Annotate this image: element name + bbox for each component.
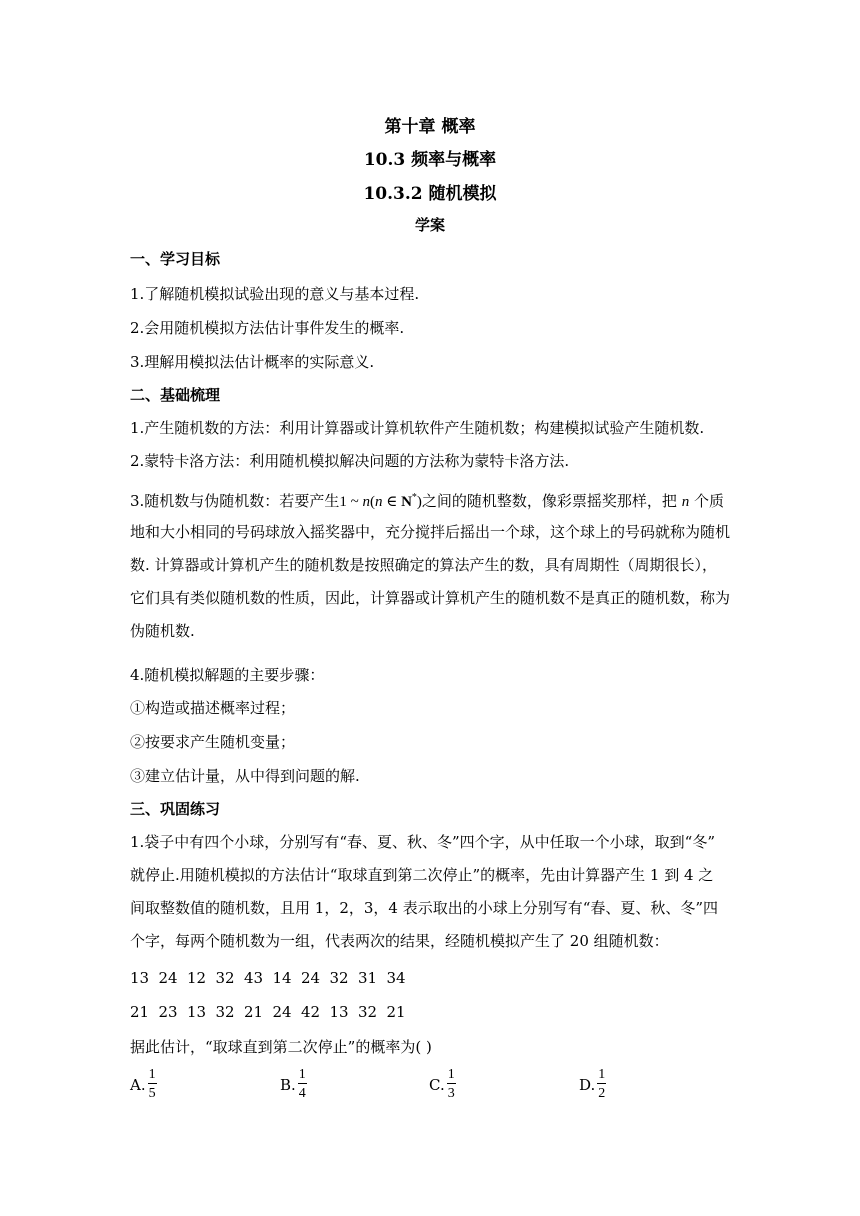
number-cell: 24 bbox=[158, 969, 178, 987]
paragraph-line: 地和大小相同的号码球放入摇奖器中，充分搅拌后摇出一个球，这个球上的号码就称为随机 bbox=[130, 523, 731, 541]
goals-heading: 一、学习目标 bbox=[130, 250, 221, 268]
number-cell: 24 bbox=[272, 1003, 292, 1021]
number-cell: 21 bbox=[386, 1003, 406, 1021]
basics-item-4: 4.随机模拟解题的主要步骤： bbox=[130, 666, 325, 684]
option-fraction bbox=[447, 1068, 456, 1101]
basics-item-3-first-line bbox=[130, 482, 730, 513]
text-run: 3.随机数与伪随机数：若要产生 bbox=[130, 492, 340, 510]
step-item: ③建立估计量，从中得到问题的解. bbox=[130, 767, 360, 785]
paragraph-line: 数. 计算器或计算机产生的随机数是按照确定的算法产生的数，具有周期性（周期很长）， bbox=[130, 556, 718, 574]
math-var: n bbox=[362, 494, 370, 510]
fraction-numerator: 1 bbox=[447, 1067, 455, 1082]
number-cell: 12 bbox=[187, 969, 207, 987]
number-cell: 32 bbox=[358, 1003, 378, 1021]
fraction-numerator: 1 bbox=[148, 1067, 156, 1082]
math-part: ∈ bbox=[382, 494, 402, 510]
text-run: 之间的随机整数，像彩票摇奖那样，把 bbox=[421, 492, 677, 510]
number-cell: 32 bbox=[215, 969, 235, 987]
step-item: ②按要求产生随机变量； bbox=[130, 733, 296, 751]
number-cell: 32 bbox=[329, 969, 349, 987]
random-numbers-row-1 bbox=[130, 969, 415, 987]
number-cell: 23 bbox=[158, 1003, 178, 1021]
math-set: N bbox=[401, 494, 412, 510]
paragraph-line: 伪随机数. bbox=[130, 622, 195, 640]
option-c bbox=[429, 1068, 456, 1101]
option-label: C. bbox=[429, 1075, 445, 1094]
math-range bbox=[339, 494, 422, 510]
fraction-denominator: 2 bbox=[598, 1086, 606, 1101]
fraction-denominator: 4 bbox=[298, 1086, 306, 1101]
number-cell: 13 bbox=[187, 1003, 207, 1021]
fraction-denominator: 3 bbox=[447, 1086, 455, 1101]
section-title: 10.3 频率与概率 bbox=[363, 150, 497, 170]
paragraph-line: 间取整数值的随机数，且用 1，2，3，4 表示取出的小球上分别写有“春、夏、秋、冬”四 bbox=[130, 899, 719, 917]
math-var: n bbox=[374, 494, 383, 510]
goal-item: 2.会用随机模拟方法估计事件发生的概率. bbox=[130, 319, 405, 337]
paragraph-line: 它们具有类似随机数的性质，因此，计算器或计算机产生的随机数不是真正的随机数，称为 bbox=[130, 589, 731, 607]
number-cell: 34 bbox=[386, 969, 406, 987]
number-cell: 32 bbox=[215, 1003, 235, 1021]
number-cell: 24 bbox=[301, 969, 321, 987]
number-cell: 21 bbox=[130, 1003, 150, 1021]
paragraph-line: 就停止.用随机模拟的方法估计“取球直到第二次停止”的概率，先由计算器产生 1 到 4 之 bbox=[130, 866, 714, 884]
number-cell: 31 bbox=[358, 969, 378, 987]
fraction-numerator: 1 bbox=[598, 1067, 606, 1082]
math-part: 1 ~ bbox=[339, 494, 363, 510]
fraction-numerator: 1 bbox=[298, 1067, 306, 1082]
math-var: n bbox=[681, 494, 690, 510]
text-run: 个质 bbox=[693, 492, 724, 510]
option-d bbox=[579, 1068, 606, 1101]
goal-item: 1.了解随机模拟试验出现的意义与基本过程. bbox=[130, 285, 420, 303]
option-fraction bbox=[148, 1068, 157, 1101]
option-label: D. bbox=[579, 1075, 596, 1094]
subsection-title: 10.3.2 随机模拟 bbox=[363, 184, 497, 204]
number-cell: 42 bbox=[301, 1003, 321, 1021]
fraction-denominator: 5 bbox=[148, 1086, 156, 1101]
math-sup: * bbox=[411, 492, 417, 503]
basics-item-1: 1.产生随机数的方法：利用计算器或计算机软件产生随机数；构建模拟试验产生随机数. bbox=[130, 419, 705, 437]
doc-type-label: 学案 bbox=[414, 216, 445, 234]
basics-item-3 bbox=[130, 482, 730, 647]
math-part: ( bbox=[369, 494, 375, 510]
practice-heading: 三、巩固练习 bbox=[130, 800, 221, 818]
question-prompt: 据此估计，“取球直到第二次停止”的概率为( ) bbox=[130, 1038, 432, 1056]
math-part: ) bbox=[416, 494, 422, 510]
number-cell: 14 bbox=[272, 969, 292, 987]
number-cell: 13 bbox=[329, 1003, 349, 1021]
basics-heading: 二、基础梳理 bbox=[130, 386, 221, 404]
step-item: ①构造或描述概率过程； bbox=[130, 699, 296, 717]
chapter-title: 第十章 概率 bbox=[384, 117, 476, 137]
option-label: B. bbox=[280, 1075, 296, 1094]
random-numbers-row-2 bbox=[130, 1003, 415, 1021]
option-b bbox=[280, 1068, 307, 1101]
goal-item: 3.理解用模拟法估计概率的实际意义. bbox=[130, 353, 375, 371]
option-label: A. bbox=[130, 1075, 146, 1094]
paragraph-line: 个字，每两个随机数为一组，代表两次的结果，经随机模拟产生了 20 组随机数： bbox=[130, 932, 669, 950]
question-1 bbox=[130, 826, 730, 958]
option-fraction bbox=[298, 1068, 307, 1101]
option-fraction bbox=[597, 1068, 606, 1101]
basics-item-2: 2.蒙特卡洛方法：利用随机模拟解决问题的方法称为蒙特卡洛方法. bbox=[130, 452, 570, 470]
number-cell: 43 bbox=[244, 969, 264, 987]
option-a bbox=[130, 1068, 157, 1101]
paragraph-line: 1.袋子中有四个小球，分别写有“春、夏、秋、冬”四个字，从中任取一个小球，取到“冬” bbox=[130, 833, 715, 851]
number-cell: 21 bbox=[244, 1003, 264, 1021]
number-cell: 13 bbox=[130, 969, 150, 987]
